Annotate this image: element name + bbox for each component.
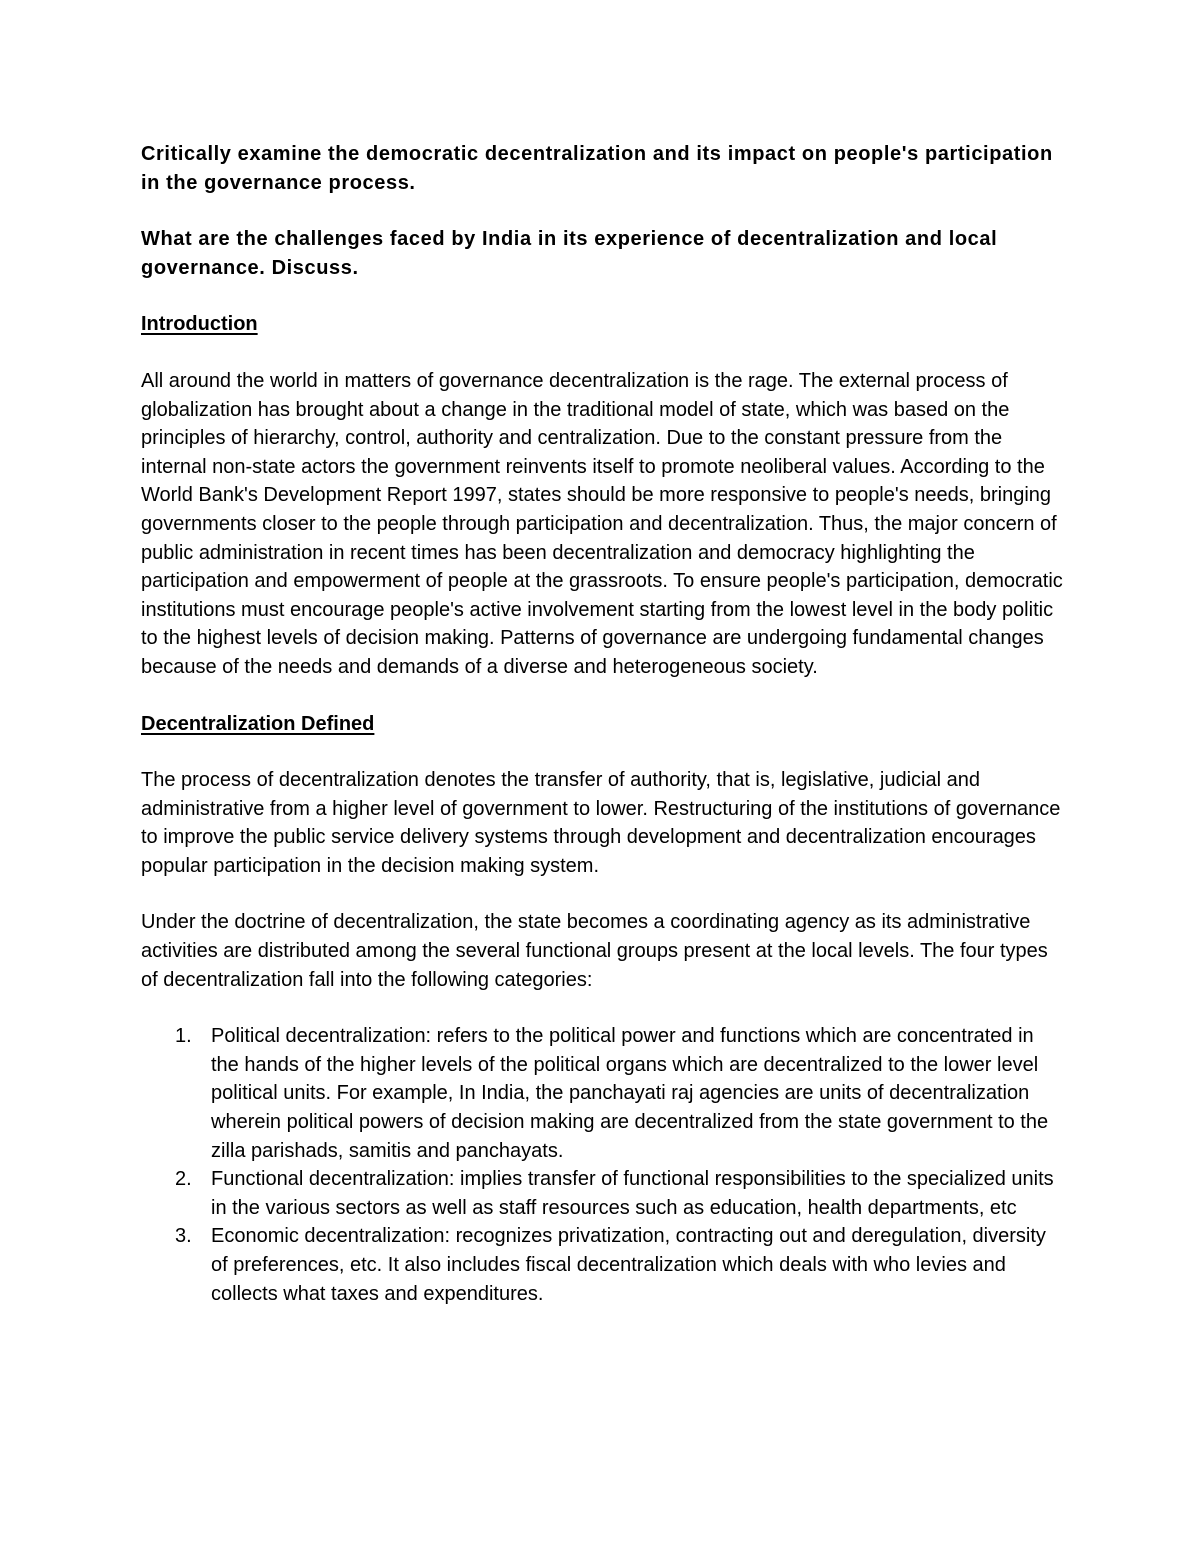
question-1: Critically examine the democratic decentralization and its impact on people's participation in the governance process. — [141, 143, 1053, 194]
list-item-text: Economic decentralization: recognizes privatization, contracting out and deregulation, diversity of preferences, etc. It also includes fiscal decentralization which deals with who levies and collects what taxes and expenditures. — [211, 1225, 1046, 1305]
list-item — [141, 1022, 1066, 1165]
list-number: 3. — [175, 1225, 192, 1248]
list-number: 2. — [175, 1168, 192, 1191]
list-item-text: Functional decentralization: implies transfer of functional responsibilities to the specialized units in the various sectors as well as staff resources such as education, health departments, etc — [211, 1168, 1054, 1219]
introduction-paragraph: All around the world in matters of governance decentralization is the rage. The external process of globalization has brought about a change in the traditional model of state, which was based on the principles of hierarchy, control, authority and centralization. Due to the constant pressure from the internal non-state actors the government reinvents itself to promote neoliberal values. According to the World Bank's Development Report 1997, states should be more responsive to people's needs, bringing governments closer to the people through participation and decentralization. Thus, the major concern of public administration in recent times has been decentralization and democracy highlighting the participation and empowerment of people at the grassroots. To ensure people's participation, democratic institutions must encourage people's active involvement starting from the lowest level in the body politic to the highest levels of decision making. Patterns of governance are undergoing fundamental changes because of the needs and demands of a diverse and heterogeneous society. — [141, 369, 1063, 678]
list-item — [141, 1222, 1066, 1308]
doctrine-paragraph: Under the doctrine of decentralization, the state becomes a coordinating agency as its administrative activities are distributed among the several functional groups present at the local levels. The four types of decentralization fall into the following categories: — [141, 911, 1048, 991]
list-item — [141, 1165, 1066, 1222]
list-item-text: Political decentralization: refers to the political power and functions which are concentrated in the hands of the higher levels of the political organs which are decentralized to the lower level political units. For example, In India, the panchayati raj agencies are units of decentralization wherein political powers of decision making are decentralized from the state government to the zilla parishads, samitis and panchayats. — [211, 1025, 1049, 1162]
definition-paragraph: The process of decentralization denotes the transfer of authority, that is, legislative, judicial and administrative from a higher level of government to lower. Restructuring of the institutions of governance to improve the public service delivery systems through development and decentralization encourages popular participation in the decision making system. — [141, 769, 1061, 877]
question-2: What are the challenges faced by India in its experience of decentralization and local governance. Discuss. — [141, 228, 998, 279]
introduction-heading: Introduction — [141, 313, 258, 336]
document-page — [141, 140, 1066, 1308]
decentralization-defined-heading: Decentralization Defined — [141, 712, 375, 735]
decentralization-types-list — [141, 1022, 1066, 1308]
list-number: 1. — [175, 1025, 192, 1048]
